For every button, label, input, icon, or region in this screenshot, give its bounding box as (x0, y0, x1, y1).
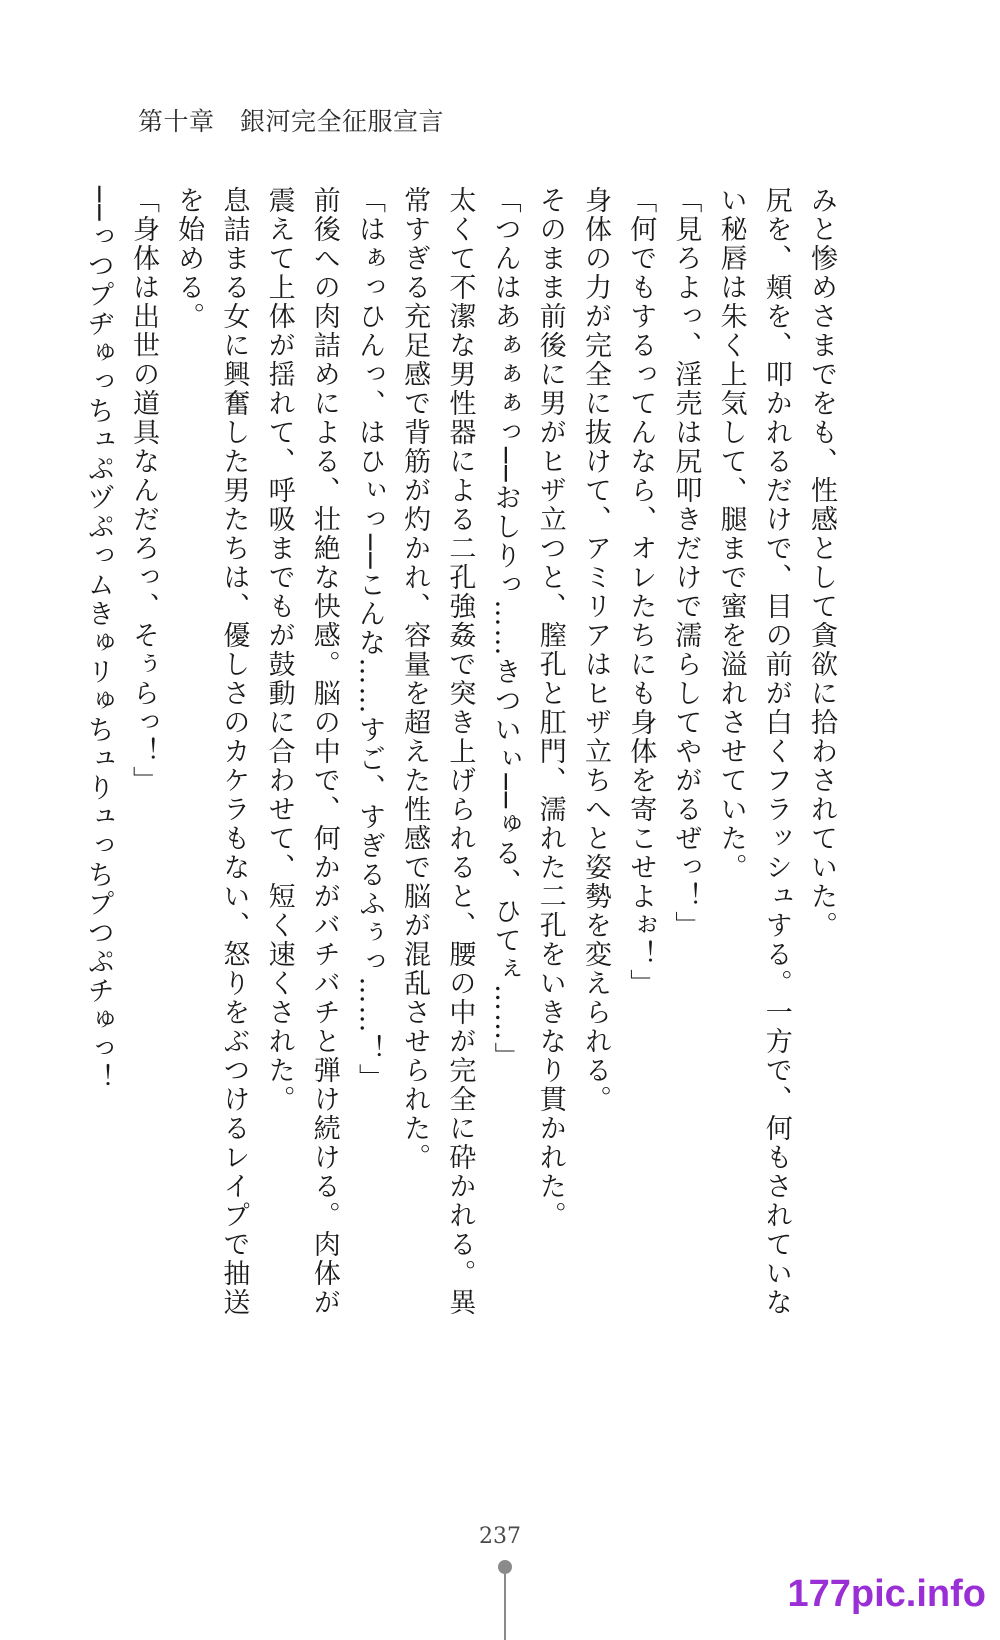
paragraph: 「身体は出世の道具なんだろっ、そぅらっ！」 (127, 186, 159, 795)
page-marker-stem (504, 1574, 506, 1640)
paragraph: 太くて不潔な男性器による二孔強姦で突き上げられると、腰の中が完全に砕かれる。異 常すぎる充足感で背筋が灼かれ、容量を超えた性感で脳が混乱させられた。 (399, 186, 476, 1317)
body-text (82, 186, 844, 1366)
watermark: 177pic.info (787, 1573, 986, 1615)
page-marker-icon (498, 1560, 512, 1574)
page-number: 237 (479, 1524, 521, 1549)
page-marker-dot (498, 1560, 512, 1574)
chapter-header: 第十章 銀河完全征服宣言 (138, 107, 445, 136)
paragraph: 身体の力が完全に抜けて、アミリアはヒザ立ちへと姿勢を変えられる。 (579, 186, 611, 1114)
paragraph: 息詰まる女に興奮した男たちは、優しさのカケラもない、怒りをぶつけるレイプで抽送 を始める。 (173, 186, 250, 1317)
paragraph: 尻を、頬を、叩かれるだけで、目の前が白くフラッシュする。一方で、何もされていな い秘唇は朱く上気して、腿まで蜜を溢れさせていた。 (715, 186, 792, 1317)
paragraph: 前後への肉詰めによる、壮絶な快感。脳の中で、何かがバチバチと弾け続ける。肉体が 震えて上体が揺れて、呼吸までもが鼓動に合わせて、短く速くされた。 (263, 186, 340, 1317)
paragraph: みと惨めさまでをも、性感として貪欲に拾わされていた。 (806, 186, 837, 940)
paragraph: そのまま前後に男がヒザ立つと、膣孔と肛門、濡れた二孔をいきなり貫かれた。 (534, 186, 566, 1230)
paragraph: 「はぁっひんっ、はひぃっ──こんな……すご、すぎるふぅっ……！」 (353, 186, 385, 1093)
paragraph: 「見ろよっ、淫売は尻叩きだけで濡らしてやがるぜっ！」 (670, 186, 702, 940)
paragraph: ──っつプヂゅっちュぷヅぷっムきゅリゅちュりュっちプつぷチゅっ！ (82, 186, 114, 1093)
paragraph: 「何でもするってんなら、オレたちにも身体を寄こせよぉ！」 (625, 186, 657, 998)
paragraph: 「つんはあぁぁぁっ──おしりっ……きついぃ──ゅる、ひてぇ……」 (489, 186, 521, 1072)
